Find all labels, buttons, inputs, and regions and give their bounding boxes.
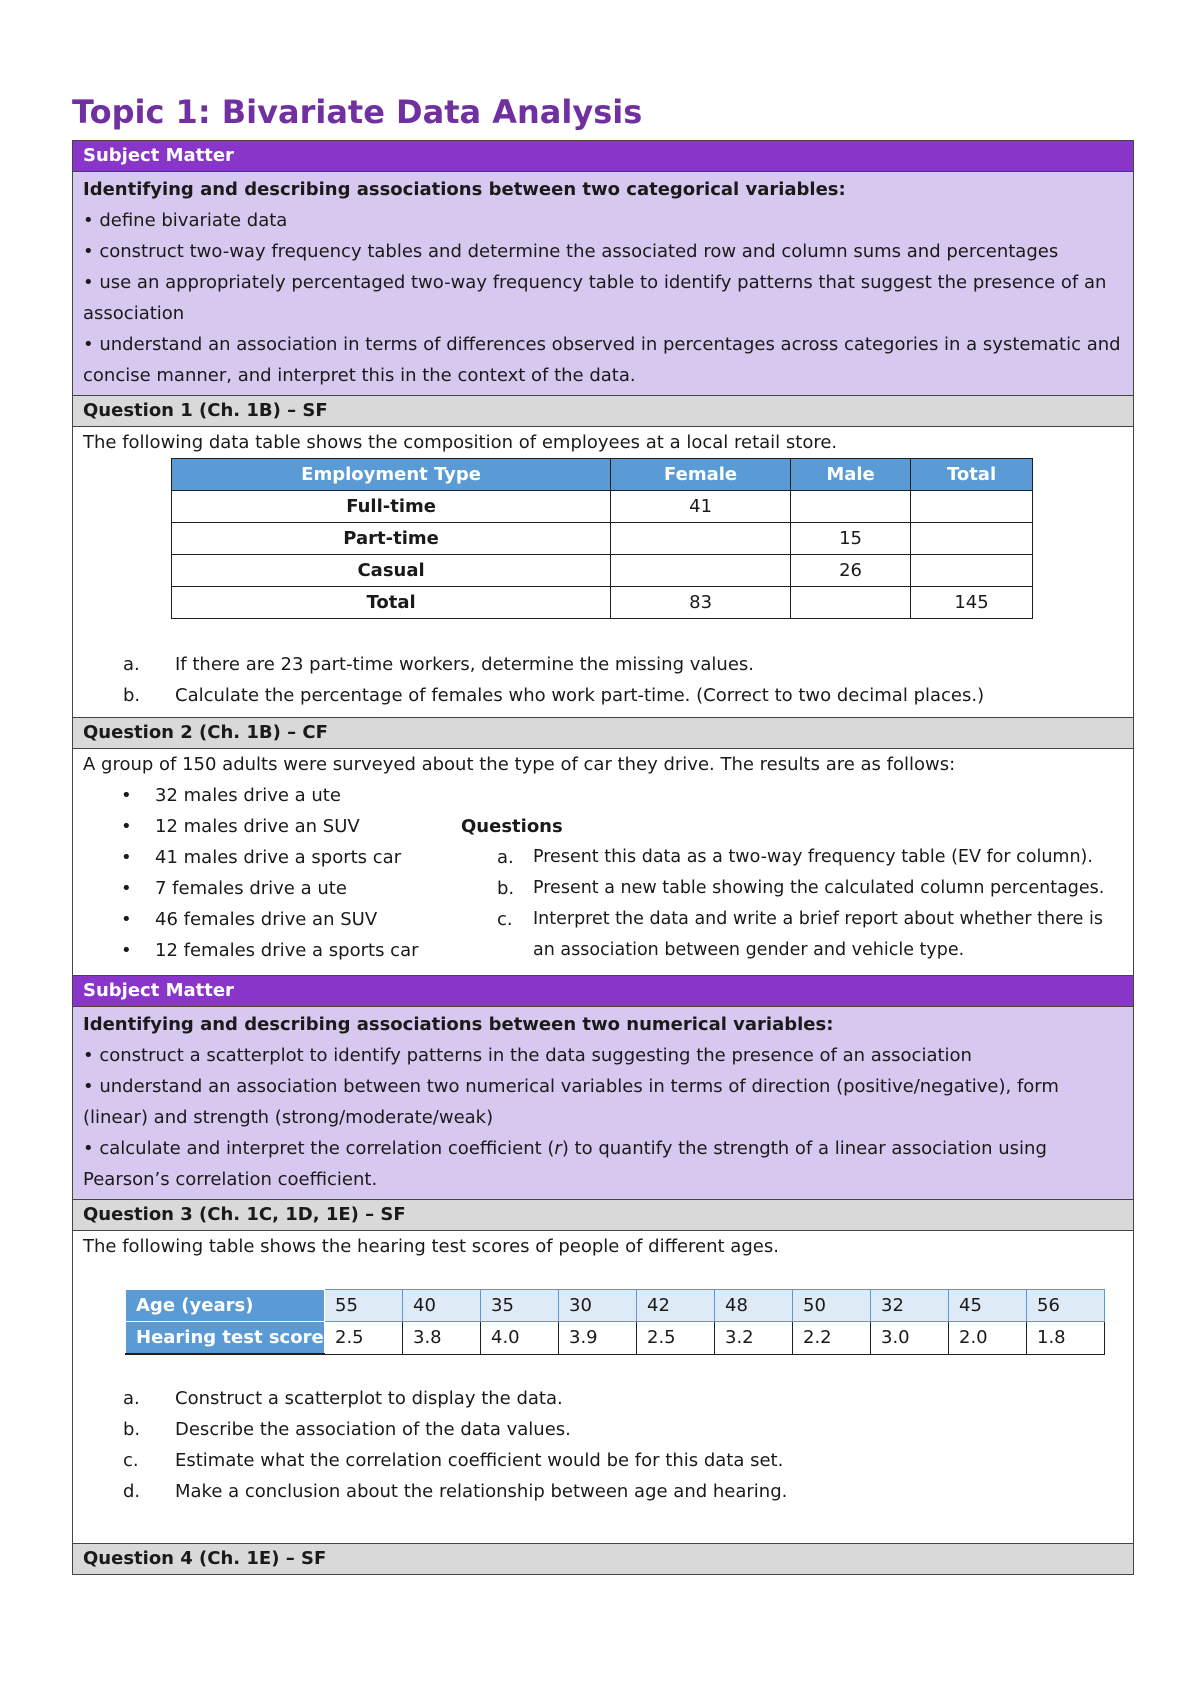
subject-matter-header-2: Subject Matter <box>73 976 1133 1007</box>
table-cell <box>791 491 911 523</box>
list-item: a. Present this data as a two-way frequency table (EV for column). <box>497 847 1093 868</box>
table-row <box>172 491 1033 523</box>
table-row <box>126 1322 1105 1355</box>
question-3-body <box>73 1231 1133 1544</box>
list-item: • 41 males drive a sports car <box>121 847 402 868</box>
list-item: b. Present a new table showing the calculated column percentages. <box>497 878 1105 899</box>
list-item: a. Construct a scatterplot to display the data. <box>123 1388 563 1409</box>
subject-point: • understand an association in terms of differences observed in percentages across categories in a systematic and concise manner, and interpret this in the context of the data. <box>83 334 1121 386</box>
table-row-label: Full-time <box>172 491 611 523</box>
table-cell: 45 <box>949 1290 1027 1322</box>
table-cell <box>611 555 791 587</box>
table-row-label: Hearing test score <box>126 1322 325 1355</box>
list-item <box>83 649 1123 680</box>
subject-point: • construct a scatterplot to identify patterns in the data suggesting the presence of an association <box>83 1045 972 1066</box>
question-2-intro: A group of 150 adults were surveyed about the type of car they drive. The results are as follows: <box>83 754 956 775</box>
list-item: • 7 females drive a ute <box>121 878 347 899</box>
question-4-header: Question 4 (Ch. 1E) – SF <box>73 1544 1133 1574</box>
table-cell: 83 <box>611 587 791 619</box>
table-cell: 30 <box>559 1290 637 1322</box>
table-header-cell: Employment Type <box>172 459 611 491</box>
table-header-cell: Female <box>611 459 791 491</box>
table-row-label: Part-time <box>172 523 611 555</box>
item-text: If there are 23 part-time workers, determine the missing values. <box>175 654 755 675</box>
list-item <box>83 680 1123 711</box>
question-1-header: Question 1 (Ch. 1B) – SF <box>73 396 1133 427</box>
table-cell <box>911 555 1033 587</box>
table-cell: 1.8 <box>1027 1322 1105 1355</box>
table-cell: 2.0 <box>949 1322 1027 1355</box>
subject-matter-header-1: Subject Matter <box>73 141 1133 172</box>
subject-matter-body-2 <box>73 1007 1133 1200</box>
table-cell: 56 <box>1027 1290 1105 1322</box>
table-cell: 26 <box>791 555 911 587</box>
table-row <box>172 523 1033 555</box>
question-3-list <box>83 1383 1123 1507</box>
table-cell <box>791 587 911 619</box>
table-cell: 3.8 <box>403 1322 481 1355</box>
table-cell: 40 <box>403 1290 481 1322</box>
table-cell: 2.5 <box>325 1322 403 1355</box>
question-2-body <box>73 749 1133 976</box>
table-cell: 41 <box>611 491 791 523</box>
table-header-cell: Total <box>911 459 1033 491</box>
table-cell <box>911 491 1033 523</box>
subject-point: • understand an association between two numerical variables in terms of direction (positive/negative), form (linear) and strength (strong/moderate/weak) <box>83 1076 1059 1128</box>
hearing-table <box>125 1289 1105 1355</box>
list-item: d. Make a conclusion about the relationship between age and hearing. <box>123 1481 788 1502</box>
table-cell: 2.2 <box>793 1322 871 1355</box>
table-cell <box>611 523 791 555</box>
table-header-cell: Male <box>791 459 911 491</box>
table-cell: 3.0 <box>871 1322 949 1355</box>
table-header-row <box>172 459 1033 491</box>
table-cell: 42 <box>637 1290 715 1322</box>
list-item: c. Estimate what the correlation coefficient would be for this data set. <box>123 1450 784 1471</box>
question-2-questions <box>461 780 1121 966</box>
list-item: b. Describe the association of the data values. <box>123 1419 571 1440</box>
table-row <box>172 555 1033 587</box>
list-item: c. Interpret the data and write a brief report about whether there is an association between gender and vehicle type. <box>497 909 1103 960</box>
table-row <box>126 1290 1105 1322</box>
table-row <box>172 587 1033 619</box>
table-cell: 2.5 <box>637 1322 715 1355</box>
questions-title: Questions <box>461 816 563 837</box>
table-cell: 15 <box>791 523 911 555</box>
subject-point: • use an appropriately percentaged two-way frequency table to identify patterns that suggest the presence of an association <box>83 272 1107 324</box>
table-cell: 50 <box>793 1290 871 1322</box>
survey-results-list <box>83 780 461 966</box>
item-letter: a. <box>123 654 140 675</box>
page-title: Topic 1: Bivariate Data Analysis <box>72 93 643 131</box>
table-cell: 55 <box>325 1290 403 1322</box>
question-1-body <box>73 427 1133 718</box>
worksheet-box <box>72 140 1134 1575</box>
table-cell: 48 <box>715 1290 793 1322</box>
table-cell: 3.9 <box>559 1322 637 1355</box>
subject-point: • calculate and interpret the correlation coefficient (r) to quantify the strength of a linear association using Pearson’s correlation coefficient. <box>83 1138 1047 1190</box>
list-item: • 12 males drive an SUV <box>121 816 360 837</box>
list-item: • 12 females drive a sports car <box>121 940 419 961</box>
question-1-list <box>83 649 1123 711</box>
table-cell: 3.2 <box>715 1322 793 1355</box>
table-cell: 145 <box>911 587 1033 619</box>
question-2-header: Question 2 (Ch. 1B) – CF <box>73 718 1133 749</box>
subject-matter-heading-2: Identifying and describing associations between two numerical variables: <box>83 1014 834 1035</box>
subject-point: • construct two-way frequency tables and determine the associated row and column sums and percentages <box>83 241 1059 262</box>
table-row-label: Total <box>172 587 611 619</box>
employment-table <box>171 458 1033 619</box>
table-cell: 4.0 <box>481 1322 559 1355</box>
table-cell <box>911 523 1033 555</box>
list-item: • 32 males drive a ute <box>121 785 341 806</box>
table-row-label: Casual <box>172 555 611 587</box>
item-text: Calculate the percentage of females who work part-time. (Correct to two decimal places.) <box>175 685 985 706</box>
subject-matter-heading-1: Identifying and describing associations between two categorical variables: <box>83 179 846 200</box>
subject-point: • define bivariate data <box>83 210 288 231</box>
subject-matter-body-1 <box>73 172 1133 396</box>
item-letter: b. <box>123 685 141 706</box>
table-cell: 35 <box>481 1290 559 1322</box>
question-1-intro: The following data table shows the composition of employees at a local retail store. <box>83 432 838 453</box>
table-row-label: Age (years) <box>126 1290 325 1322</box>
list-item: • 46 females drive an SUV <box>121 909 378 930</box>
question-3-header: Question 3 (Ch. 1C, 1D, 1E) – SF <box>73 1200 1133 1231</box>
question-3-intro: The following table shows the hearing test scores of people of different ages. <box>83 1236 779 1257</box>
table-cell: 32 <box>871 1290 949 1322</box>
